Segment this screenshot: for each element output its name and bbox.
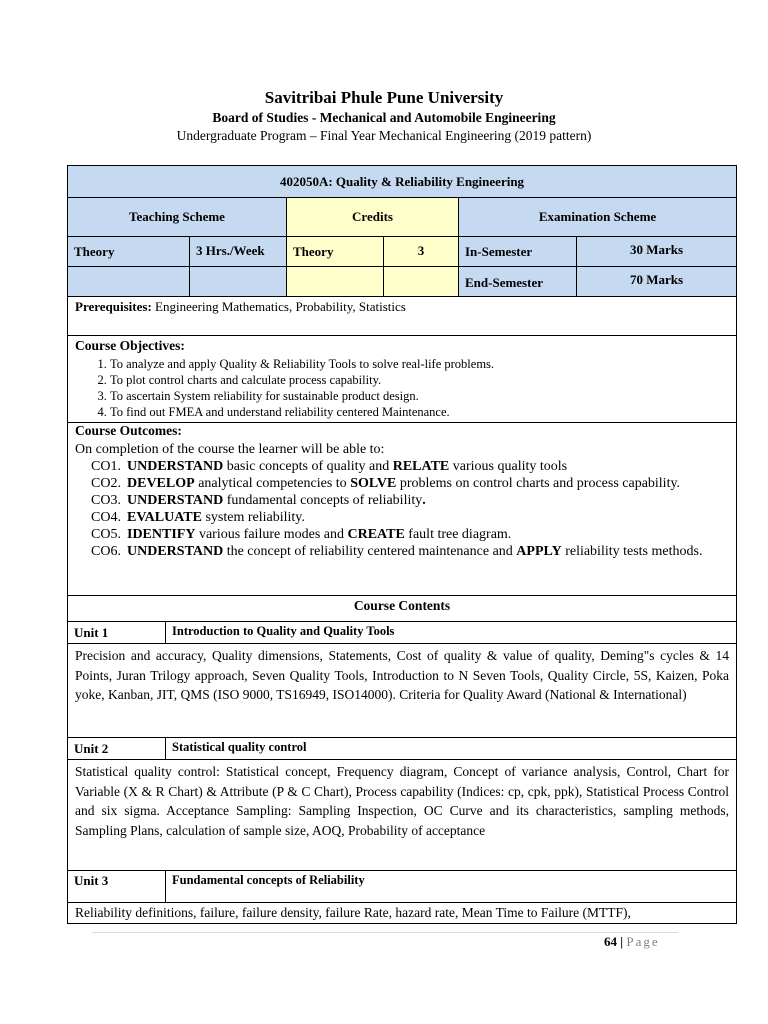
- outcome-text: the concept of reliability centered maintenance and: [223, 544, 517, 559]
- outcome-item: [68, 543, 736, 560]
- credits-theory-label: Theory: [287, 237, 384, 266]
- outcome-verb: IDENTIFY: [127, 527, 196, 542]
- unit-header-row: [68, 871, 736, 903]
- unit-title: Statistical quality control: [172, 740, 307, 754]
- university-name: Savitribai Phule Pune University: [264, 88, 504, 107]
- outcome-code: CO1.: [91, 459, 121, 474]
- program-name: Undergraduate Program – Final Year Mechanical Engineering (2019 pattern): [176, 128, 592, 143]
- page-separator: |: [617, 934, 627, 949]
- outcome-verb: SOLVE: [350, 476, 397, 491]
- outcome-verb: UNDERSTAND: [127, 544, 224, 559]
- outcomes-heading: Course Outcomes:: [75, 423, 182, 438]
- outcome-verb: UNDERSTAND: [127, 493, 224, 508]
- outcome-verb: CREATE: [347, 527, 405, 542]
- scheme-row-1: [68, 237, 736, 267]
- empty-cell: [68, 267, 190, 296]
- outcome-text: various failure modes and: [195, 527, 348, 542]
- course-contents-row: [68, 596, 736, 622]
- outcome-verb: RELATE: [392, 459, 450, 474]
- unit-title: Introduction to Quality and Quality Tools: [172, 624, 395, 638]
- theory-label: Theory: [68, 237, 190, 266]
- outcome-text: analytical competencies to: [194, 476, 351, 491]
- unit-header-row: [68, 738, 736, 760]
- footer-divider: [92, 932, 678, 933]
- outcome-text: basic concepts of quality and: [223, 459, 393, 474]
- outcome-code: CO4.: [91, 510, 121, 525]
- unit-body-row: [68, 903, 736, 923]
- outcome-verb: DEVELOP: [127, 476, 195, 491]
- objective-item: 2. To plot control charts and calculate process capability.: [110, 372, 736, 388]
- in-semester-label: In-Semester: [459, 237, 577, 266]
- exam-scheme-heading: Examination Scheme: [459, 198, 736, 236]
- outcome-item: [68, 458, 736, 475]
- empty-cell: [190, 267, 287, 296]
- objective-item: 1. To analyze and apply Quality & Reliability Tools to solve real-life problems.: [110, 356, 736, 372]
- outcome-item: [68, 475, 736, 492]
- outcome-text: reliability tests methods.: [561, 544, 703, 559]
- outcomes-intro: On completion of the course the learner will be able to:: [75, 442, 385, 457]
- outcome-verb: APPLY: [516, 544, 562, 559]
- page-number: 64: [604, 934, 617, 949]
- outcome-text: problems on control charts and process capability.: [396, 476, 681, 491]
- outcome-text: system reliability.: [201, 510, 305, 525]
- end-semester-marks: 70 Marks: [577, 267, 736, 296]
- outcome-verb: .: [422, 493, 426, 508]
- page-footer: [604, 934, 660, 950]
- course-contents-heading: Course Contents: [353, 598, 451, 613]
- unit-body: Statistical quality control: Statistical concept, Frequency diagram, Concept of variance analysis, Control, Chart for Variable (X & R Chart) & Attribute (P & C Chart), Process capability (Indices: cp, cpk, ppk), Statistical Process Control and six sigma. Acceptance Sampling: Sampling Inspection, OC Curve and its characteristics, sampling methods, Sampling Plans, calculation of sample size, AOQ, Probability of acceptance: [75, 764, 729, 838]
- unit-label: Unit 1: [68, 622, 166, 643]
- objective-item: 4. To find out FMEA and understand reliability centered Maintenance.: [110, 404, 736, 420]
- teaching-scheme-heading: Teaching Scheme: [68, 198, 287, 236]
- prerequisites: [68, 297, 413, 335]
- empty-cell: [384, 267, 459, 296]
- board-name: Board of Studies - Mechanical and Automobile Engineering: [212, 110, 556, 125]
- unit-label: Unit 2: [68, 738, 166, 759]
- outcome-verb: EVALUATE: [127, 510, 202, 525]
- credits-value: 3: [384, 237, 459, 266]
- theory-hours: 3 Hrs./Week: [190, 237, 287, 266]
- outcome-code: CO2.: [91, 476, 121, 491]
- page-word: Page: [626, 934, 660, 949]
- prerequisites-row: [68, 297, 736, 336]
- outcome-text: fault tree diagram.: [404, 527, 512, 542]
- outcome-item: [68, 526, 736, 543]
- unit-body: Precision and accuracy, Quality dimensions, Statements, Cost of quality & value of quality, Deming"s cycles & 14 Points, Juran Trilogy approach, Seven Quality Tools, Introduction to N Seven Tools, Quality Circle, 5S, Kaizen, Poka yoke, Kanban, JIT, QMS (ISO 9000, TS16949, ISO14000). Criteria for Quality Award (National & International): [75, 648, 729, 702]
- unit-body-row: [68, 760, 736, 871]
- syllabus-table: [67, 165, 737, 924]
- course-title-row: [68, 166, 736, 198]
- unit-label: Unit 3: [68, 871, 166, 902]
- outcome-text: fundamental concepts of reliability: [223, 493, 423, 508]
- outcome-verb: UNDERSTAND: [127, 459, 224, 474]
- outcome-item: [68, 492, 736, 509]
- outcome-item: [68, 509, 736, 526]
- outcome-code: CO3.: [91, 493, 121, 508]
- scheme-row-2: [68, 267, 736, 297]
- credits-heading: Credits: [287, 198, 459, 236]
- prerequisites-label: Prerequisites:: [75, 299, 152, 314]
- course-title: 402050A: Quality & Reliability Engineering: [68, 166, 736, 197]
- unit-title: Fundamental concepts of Reliability: [172, 873, 365, 887]
- objective-item: 3. To ascertain System reliability for sustainable product design.: [110, 388, 736, 404]
- outcomes-section: [68, 423, 736, 596]
- outcome-text: various quality tools: [449, 459, 568, 474]
- unit-header-row: [68, 622, 736, 644]
- objectives-list: [68, 356, 736, 420]
- prerequisites-text: Engineering Mathematics, Probability, Statistics: [151, 299, 406, 314]
- scheme-header-row: [68, 198, 736, 237]
- objectives-heading: Course Objectives:: [75, 338, 185, 353]
- objectives-section: [68, 336, 736, 423]
- end-semester-label: End-Semester: [459, 267, 577, 296]
- outcome-code: CO5.: [91, 527, 121, 542]
- unit-body: Reliability definitions, failure, failure density, failure Rate, hazard rate, Mean Time to Failure (MTTF),: [75, 905, 631, 920]
- empty-cell: [287, 267, 384, 296]
- outcome-code: CO6.: [91, 544, 121, 559]
- unit-body-row: [68, 644, 736, 738]
- in-semester-marks: 30 Marks: [577, 237, 736, 266]
